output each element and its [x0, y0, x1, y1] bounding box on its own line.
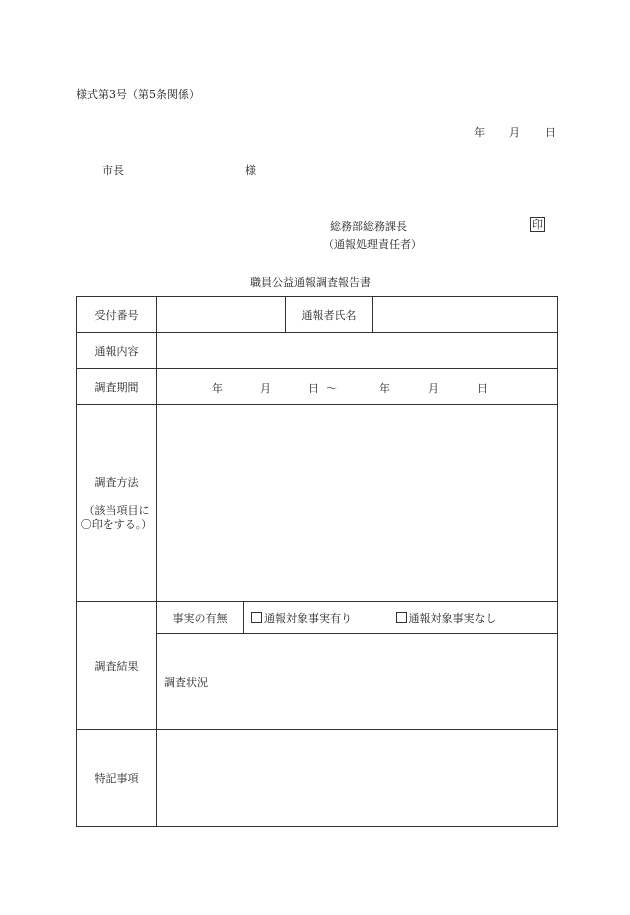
period-day-end: 日	[477, 382, 488, 395]
fact-options	[244, 602, 558, 634]
report-table	[76, 296, 558, 827]
method-label-cell	[77, 405, 157, 602]
period-tilde: ～	[326, 382, 337, 395]
period-month-start: 月	[260, 382, 271, 395]
period-day-start: 日	[308, 382, 319, 395]
status-field[interactable]	[157, 634, 558, 730]
checkbox-yes[interactable]	[251, 612, 262, 623]
date-year: 年	[474, 126, 485, 139]
sender-role: （通報処理責任者）	[323, 238, 422, 251]
reporter-name-label: 通報者氏名	[286, 297, 373, 333]
option-yes[interactable]	[251, 612, 356, 625]
seal-mark: 印	[532, 218, 543, 231]
result-label: 調査結果	[77, 602, 157, 730]
status-label: 調査状況	[164, 675, 208, 689]
method-field[interactable]	[157, 405, 558, 602]
addressee-honorific: 様	[245, 164, 256, 177]
method-note	[77, 504, 156, 532]
method-label: 調査方法	[94, 476, 139, 489]
report-content-label: 通報内容	[77, 333, 157, 369]
report-content-field[interactable]	[157, 333, 558, 369]
document-title: 職員公益通報調査報告書	[250, 276, 371, 289]
option-no[interactable]	[396, 612, 497, 625]
option-yes-label: 通報対象事実有り	[264, 611, 352, 625]
period-field[interactable]	[157, 369, 558, 405]
form-number: 様式第3号（第5条関係）	[76, 88, 200, 101]
receipt-number-field[interactable]	[157, 297, 286, 333]
remarks-label: 特記事項	[77, 730, 157, 827]
checkbox-no[interactable]	[396, 612, 407, 623]
date-day: 日	[545, 126, 556, 139]
period-year-start: 年	[212, 382, 223, 395]
method-note-line-1: （該当項目に	[83, 504, 150, 517]
method-note-line-2: 〇印をする。）	[80, 518, 153, 531]
remarks-field[interactable]	[157, 730, 558, 827]
option-no-label: 通報対象事実なし	[408, 611, 497, 625]
receipt-number-label: 受付番号	[77, 297, 157, 333]
period-year-end: 年	[379, 382, 390, 395]
addressee-title: 市長	[102, 164, 124, 177]
period-label: 調査期間	[77, 369, 157, 405]
reporter-name-field[interactable]	[373, 297, 558, 333]
period-month-end: 月	[428, 382, 439, 395]
sender-title: 総務部総務課長	[330, 220, 407, 233]
date-month: 月	[509, 126, 520, 139]
fact-label: 事実の有無	[157, 602, 244, 634]
